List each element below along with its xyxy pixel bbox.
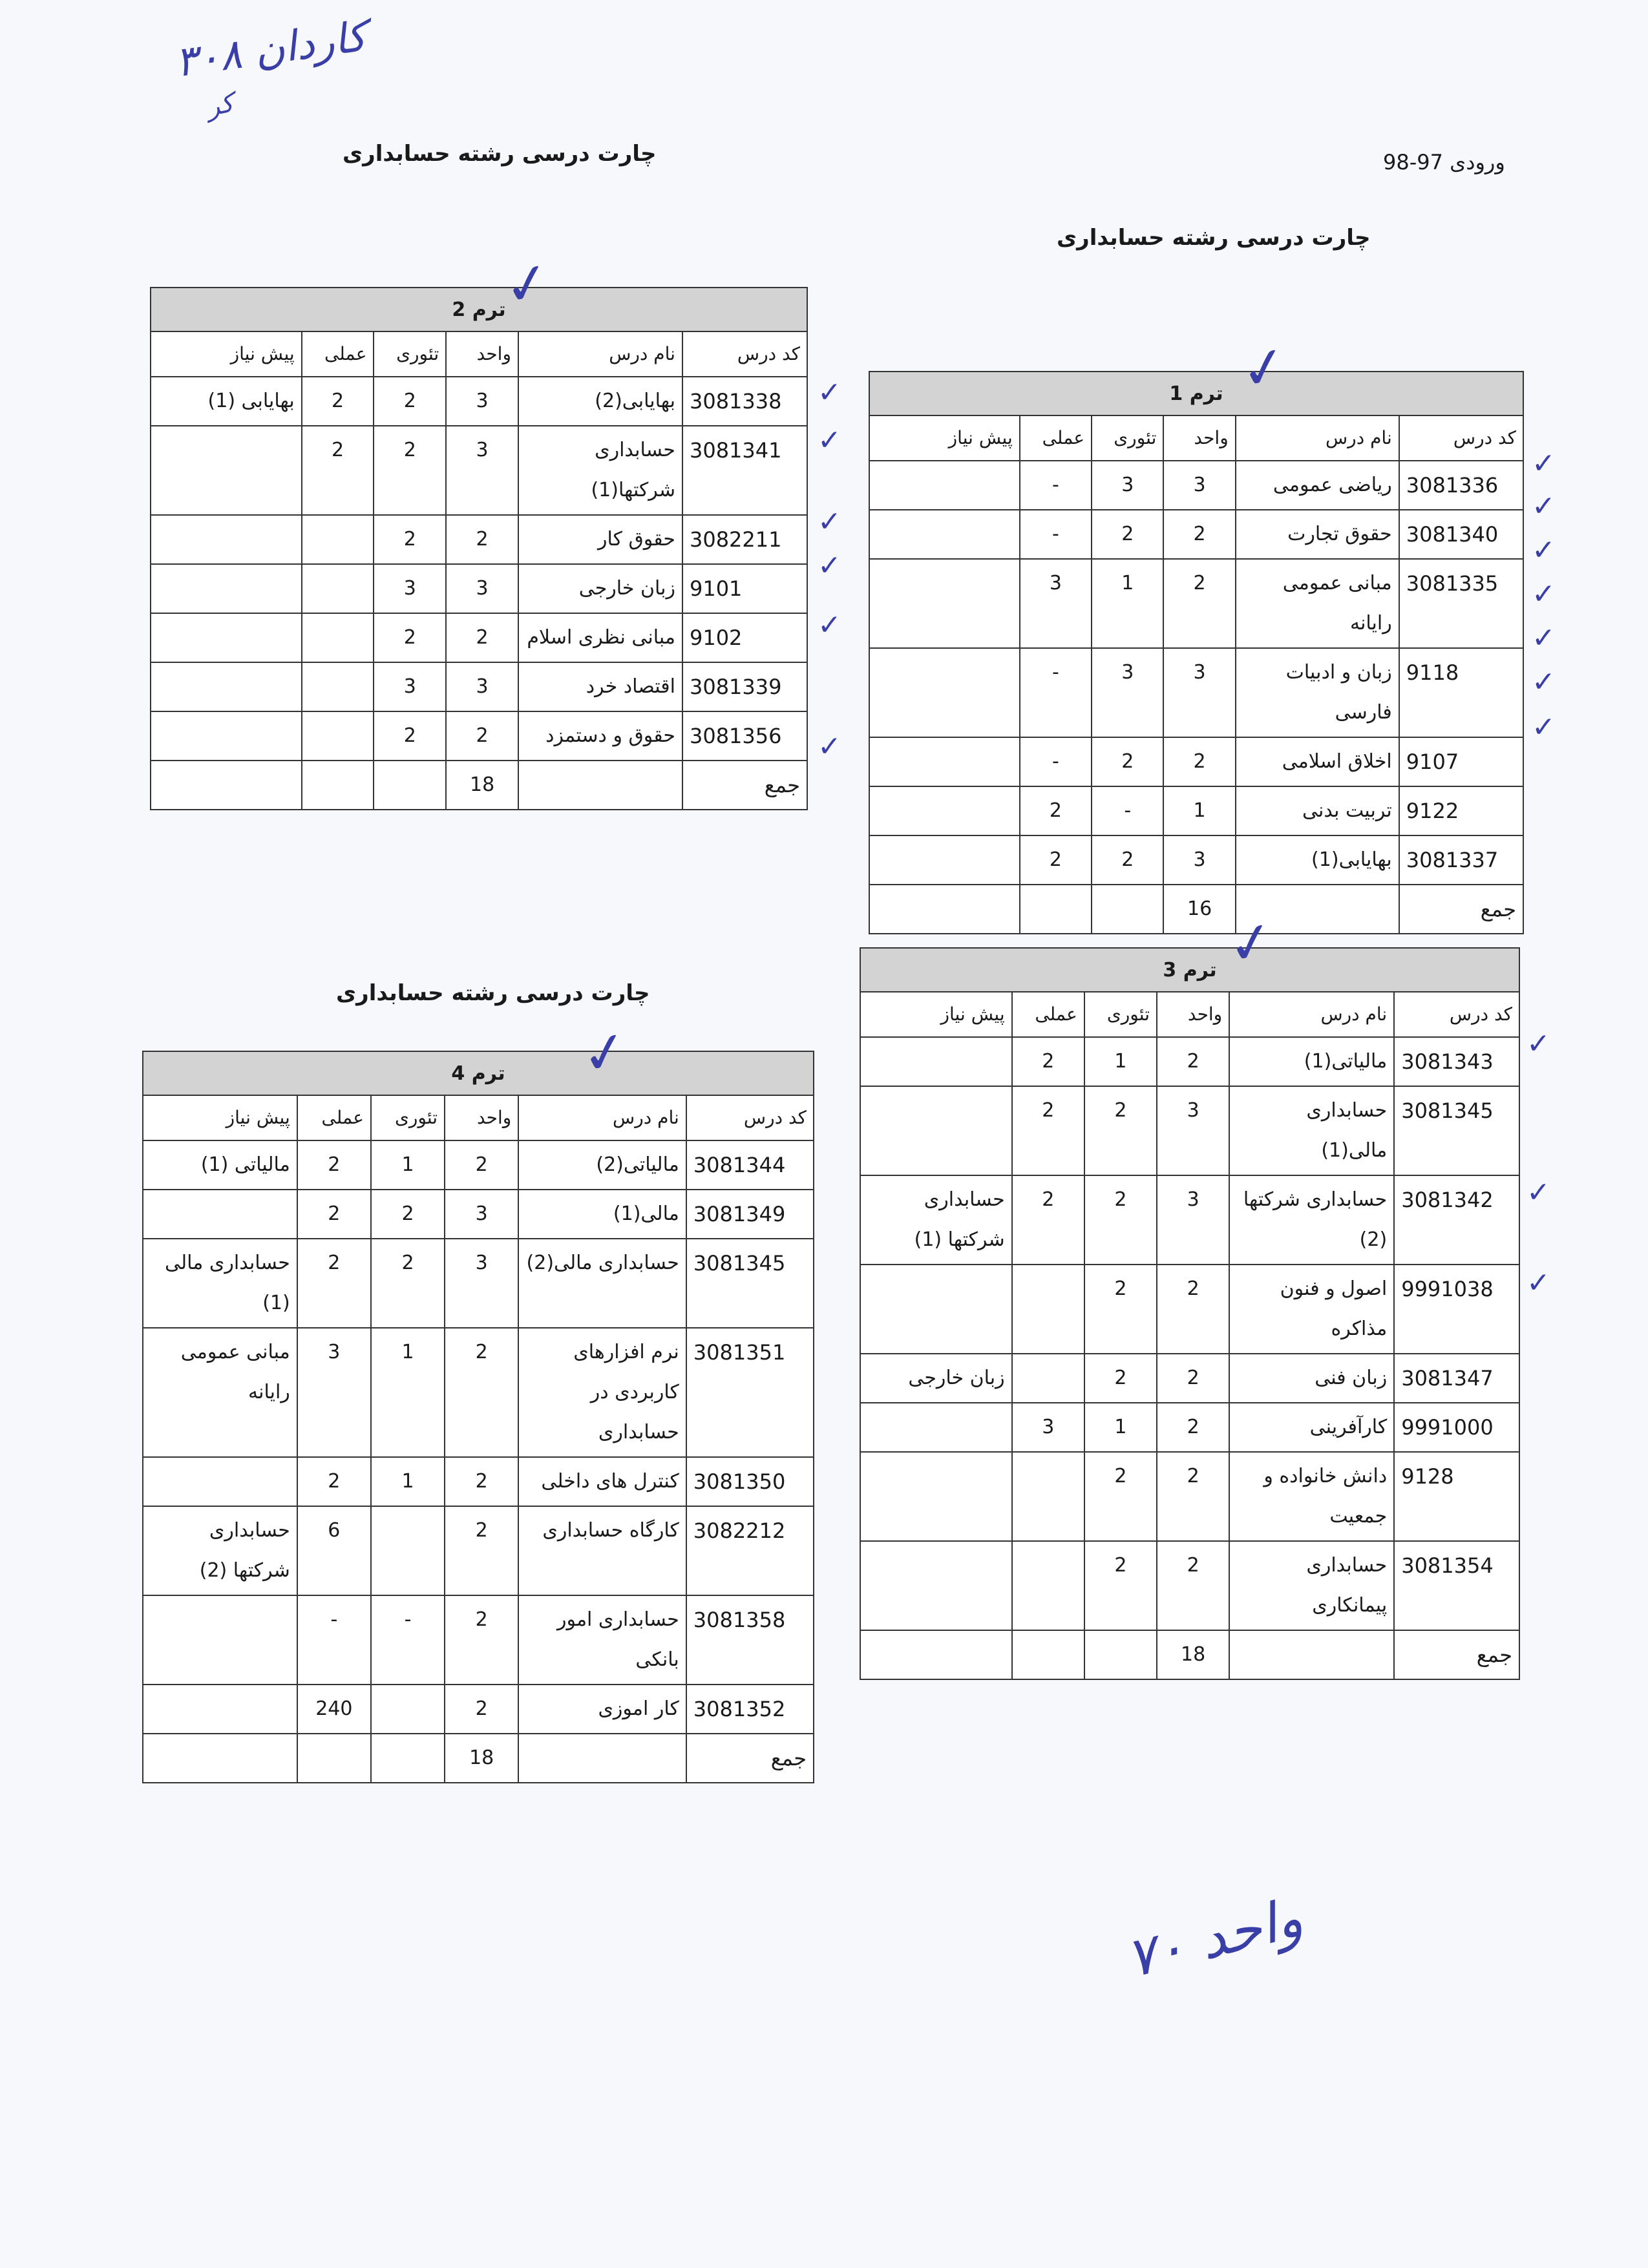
cell-practical: 3 [1012, 1403, 1084, 1452]
cell-units: 2 [446, 711, 518, 761]
row-check-icon: ✓ [1532, 490, 1556, 523]
cell-prereq [869, 648, 1020, 737]
cell-units: 2 [1157, 1037, 1229, 1086]
cell-theory: 1 [371, 1140, 445, 1190]
table-row [860, 1086, 1519, 1175]
cell-code: 9107 [1399, 737, 1523, 786]
cell-theory: 2 [1084, 1175, 1157, 1265]
row-check-icon: ✓ [818, 609, 841, 642]
cell-practical [1012, 1265, 1084, 1354]
term2-check-icon: ✓ [498, 248, 556, 320]
cell-units: 2 [445, 1595, 518, 1685]
cell-code: 3081343 [1394, 1037, 1519, 1086]
table-row [860, 1452, 1519, 1541]
total-units: 16 [1163, 885, 1235, 934]
cell-theory: 1 [371, 1457, 445, 1506]
column-header-prereq: پیش نیاز [860, 992, 1012, 1037]
table-row [860, 1403, 1519, 1452]
cell-practical: 2 [302, 377, 374, 426]
cell-name: مالی(1) [518, 1190, 686, 1239]
cell-code: 3081345 [1394, 1086, 1519, 1175]
cell-practical: 6 [297, 1506, 371, 1595]
cell-units: 2 [445, 1457, 518, 1506]
cell-prereq [869, 559, 1020, 648]
cell-units: 2 [1157, 1403, 1229, 1452]
cell-units: 2 [1163, 737, 1235, 786]
table-row [151, 613, 807, 662]
total-units: 18 [445, 1734, 518, 1783]
column-header-units: واحد [446, 331, 518, 377]
cell-prereq [151, 711, 302, 761]
cell-units: 3 [1163, 835, 1235, 885]
handwritten-note-sub: کر [204, 88, 237, 123]
column-header-theory: تئوری [374, 331, 446, 377]
cell-code: 9991038 [1394, 1265, 1519, 1354]
cell-units: 3 [445, 1190, 518, 1239]
column-header-name: نام درس [518, 331, 682, 377]
cell-code: 3082211 [682, 515, 807, 564]
total-label: جمع [1399, 885, 1523, 934]
total-empty-cell [1084, 1630, 1157, 1679]
cell-name: مبانی عمومی رایانه [1236, 559, 1399, 648]
table-row [143, 1457, 814, 1506]
table-row [143, 1239, 814, 1328]
cell-name: تربیت بدنی [1236, 786, 1399, 835]
cell-units: 2 [1157, 1354, 1229, 1403]
cell-code: 3081342 [1394, 1175, 1519, 1265]
total-empty-cell [860, 1630, 1012, 1679]
table-row [860, 1541, 1519, 1630]
term3-table [860, 947, 1520, 1680]
table-row [151, 377, 807, 426]
cell-units: 2 [445, 1506, 518, 1595]
row-check-icon: ✓ [818, 424, 841, 457]
cell-practical: 2 [297, 1457, 371, 1506]
table-row [151, 515, 807, 564]
cell-theory: 3 [1092, 648, 1163, 737]
cell-name: زبان فنی [1229, 1354, 1394, 1403]
cell-prereq [151, 613, 302, 662]
column-header-theory: تئوری [371, 1095, 445, 1140]
column-header-practical: عملی [1020, 415, 1092, 461]
table-row [869, 461, 1523, 510]
cell-prereq [143, 1685, 297, 1734]
cell-practical [302, 711, 374, 761]
cell-code: 9991000 [1394, 1403, 1519, 1452]
cell-units: 2 [1157, 1541, 1229, 1630]
cell-prereq: بهایابی (1) [151, 377, 302, 426]
cell-practical: 240 [297, 1685, 371, 1734]
cell-practical: 2 [297, 1239, 371, 1328]
cell-theory: 2 [1084, 1265, 1157, 1354]
cell-practical: 2 [1012, 1037, 1084, 1086]
cell-prereq [869, 510, 1020, 559]
cell-theory: 2 [374, 377, 446, 426]
cell-units: 2 [1163, 559, 1235, 648]
total-empty-cell [1229, 1630, 1394, 1679]
cell-name: حسابداری مالی(1) [1229, 1086, 1394, 1175]
cell-theory: 2 [1092, 835, 1163, 885]
cell-units: 3 [446, 564, 518, 613]
row-check-icon: ✓ [818, 730, 841, 763]
cell-name: مالیاتی(2) [518, 1140, 686, 1190]
cell-units: 2 [1163, 510, 1235, 559]
column-header-units: واحد [445, 1095, 518, 1140]
column-header-code: کد درس [682, 331, 807, 377]
cell-theory: 1 [1084, 1037, 1157, 1086]
row-check-icon: ✓ [1527, 1176, 1550, 1209]
total-empty-cell [1092, 885, 1163, 934]
cell-code: 3081337 [1399, 835, 1523, 885]
table-row [143, 1190, 814, 1239]
column-header-units: واحد [1157, 992, 1229, 1037]
table-row [151, 564, 807, 613]
total-row [869, 885, 1523, 934]
cell-units: 1 [1163, 786, 1235, 835]
cell-code: 3081347 [1394, 1354, 1519, 1403]
cell-practical: 2 [1012, 1086, 1084, 1175]
cell-code: 3081358 [686, 1595, 814, 1685]
cell-theory: 2 [371, 1190, 445, 1239]
term4-table [142, 1051, 814, 1783]
cell-prereq: حسابداری شرکتها (1) [860, 1175, 1012, 1265]
cell-prereq [143, 1595, 297, 1685]
cell-units: 2 [445, 1140, 518, 1190]
cell-practical: 2 [302, 426, 374, 515]
cell-name: حقوق و دستمزد [518, 711, 682, 761]
cell-theory: 2 [1084, 1354, 1157, 1403]
cell-units: 2 [445, 1328, 518, 1457]
column-header-code: کد درس [1394, 992, 1519, 1037]
cell-units: 2 [446, 613, 518, 662]
total-row [151, 761, 807, 810]
cell-practical: 2 [1012, 1175, 1084, 1265]
cell-prereq [869, 461, 1020, 510]
cell-theory: 2 [374, 613, 446, 662]
cell-prereq: مبانی عمومی رایانه [143, 1328, 297, 1457]
total-empty-cell [869, 885, 1020, 934]
cell-units: 3 [1157, 1086, 1229, 1175]
cell-code: 3081351 [686, 1328, 814, 1457]
cell-practical [302, 662, 374, 711]
row-check-icon: ✓ [1532, 447, 1556, 480]
cell-name: اخلاق اسلامی [1236, 737, 1399, 786]
cell-theory: 2 [1084, 1541, 1157, 1630]
table-row [869, 510, 1523, 559]
cell-name: مبانی نظری اسلام [518, 613, 682, 662]
total-empty-cell [374, 761, 446, 810]
cell-units: 2 [446, 515, 518, 564]
term1-table [869, 371, 1524, 934]
column-header-name: نام درس [1229, 992, 1394, 1037]
cell-units: 3 [445, 1239, 518, 1328]
column-header-prereq: پیش نیاز [151, 331, 302, 377]
table-row [151, 426, 807, 515]
cell-theory: 1 [371, 1328, 445, 1457]
cell-theory: 3 [374, 564, 446, 613]
cell-theory: 2 [1092, 737, 1163, 786]
total-empty-cell [151, 761, 302, 810]
column-header-name: نام درس [1236, 415, 1399, 461]
cell-code: 3081340 [1399, 510, 1523, 559]
term3-check-icon: ✓ [1222, 907, 1280, 980]
cell-practical [302, 564, 374, 613]
cell-name: کارگاه حسابداری [518, 1506, 686, 1595]
column-header-theory: تئوری [1084, 992, 1157, 1037]
cell-prereq [860, 1086, 1012, 1175]
cell-code: 9118 [1399, 648, 1523, 737]
total-empty-cell [1020, 885, 1092, 934]
cell-name: دانش خانواده و جمعیت [1229, 1452, 1394, 1541]
table-row [869, 648, 1523, 737]
cell-prereq [151, 515, 302, 564]
chart-title-term4: چارت درسی رشته حسابداری [336, 980, 650, 1006]
cell-practical: - [1020, 737, 1092, 786]
cell-code: 9102 [682, 613, 807, 662]
cell-name: اقتصاد خرد [518, 662, 682, 711]
cell-name: زبان خارجی [518, 564, 682, 613]
cell-practical [302, 613, 374, 662]
row-check-icon: ✓ [1532, 622, 1556, 655]
column-header-theory: تئوری [1092, 415, 1163, 461]
cell-name: بهایابی(1) [1236, 835, 1399, 885]
total-empty-cell [297, 1734, 371, 1783]
column-header-code: کد درس [1399, 415, 1523, 461]
term4-check-icon: ✓ [576, 1017, 634, 1089]
cell-prereq: مالیاتی (1) [143, 1140, 297, 1190]
row-check-icon: ✓ [1532, 711, 1556, 744]
cell-prereq [860, 1452, 1012, 1541]
cell-practical: 2 [297, 1190, 371, 1239]
cell-prereq [869, 737, 1020, 786]
cell-theory: 1 [1084, 1403, 1157, 1452]
column-header-prereq: پیش نیاز [143, 1095, 297, 1140]
column-header-prereq: پیش نیاز [869, 415, 1020, 461]
total-label: جمع [686, 1734, 814, 1783]
handwritten-total-units: ۷۰ واحد [1119, 1885, 1309, 1991]
cell-prereq: حسابداری شرکتها (2) [143, 1506, 297, 1595]
cell-name: مالیاتی(1) [1229, 1037, 1394, 1086]
cell-prereq [869, 786, 1020, 835]
cell-practical [302, 515, 374, 564]
cell-theory: 2 [1084, 1086, 1157, 1175]
cell-units: 2 [1157, 1265, 1229, 1354]
cell-theory [371, 1685, 445, 1734]
cell-name: زبان و ادبیات فارسی [1236, 648, 1399, 737]
cell-prereq [860, 1403, 1012, 1452]
cell-units: 2 [445, 1685, 518, 1734]
table-row [143, 1685, 814, 1734]
total-empty-cell [518, 761, 682, 810]
table-row [860, 1175, 1519, 1265]
cell-name: حقوق کار [518, 515, 682, 564]
cell-prereq [860, 1265, 1012, 1354]
t2-title: ترم 2 [151, 288, 807, 331]
cell-name: نرم افزارهای کاربردی در حسابداری [518, 1328, 686, 1457]
total-empty-cell [302, 761, 374, 810]
cell-practical: - [297, 1595, 371, 1685]
total-empty-cell [518, 1734, 686, 1783]
cell-name: حقوق تجارت [1236, 510, 1399, 559]
cell-prereq [151, 662, 302, 711]
cell-name: کارآفرینی [1229, 1403, 1394, 1452]
cell-code: 3082212 [686, 1506, 814, 1595]
t1-title: ترم 1 [869, 372, 1523, 415]
column-header-practical: عملی [297, 1095, 371, 1140]
cell-units: 3 [1163, 648, 1235, 737]
row-check-icon: ✓ [818, 376, 841, 409]
cell-theory: 2 [374, 426, 446, 515]
cell-practical: 2 [1020, 835, 1092, 885]
table-row [869, 737, 1523, 786]
table-row [143, 1328, 814, 1457]
column-header-practical: عملی [1012, 992, 1084, 1037]
cell-units: 3 [1157, 1175, 1229, 1265]
cell-code: 3081356 [682, 711, 807, 761]
total-empty-cell [1012, 1630, 1084, 1679]
t3-title: ترم 3 [860, 948, 1519, 992]
column-header-name: نام درس [518, 1095, 686, 1140]
cell-theory: - [371, 1595, 445, 1685]
cell-code: 9128 [1394, 1452, 1519, 1541]
cell-name: حسابداری مالی(2) [518, 1239, 686, 1328]
cell-code: 3081338 [682, 377, 807, 426]
table-row [869, 559, 1523, 648]
cell-theory: 2 [371, 1239, 445, 1328]
term1-check-icon: ✓ [1235, 332, 1293, 404]
cell-prereq [860, 1541, 1012, 1630]
cell-theory: 2 [374, 711, 446, 761]
cell-theory: 2 [1092, 510, 1163, 559]
chart-title-term1: چارت درسی رشته حسابداری [1057, 225, 1371, 251]
table-row [143, 1595, 814, 1685]
cell-practical [1012, 1354, 1084, 1403]
cell-code: 3081339 [682, 662, 807, 711]
chart-title-term2: چارت درسی رشته حسابداری [343, 141, 657, 167]
row-check-icon: ✓ [818, 505, 841, 538]
cell-practical [1012, 1541, 1084, 1630]
cell-code: 3081345 [686, 1239, 814, 1328]
table-row [151, 662, 807, 711]
table-row [860, 1037, 1519, 1086]
cell-code: 3081341 [682, 426, 807, 515]
total-row [143, 1734, 814, 1783]
cell-units: 3 [446, 377, 518, 426]
cell-name: حسابداری پیمانکاری [1229, 1541, 1394, 1630]
total-empty-cell [143, 1734, 297, 1783]
total-label: جمع [1394, 1630, 1519, 1679]
cell-code: 3081344 [686, 1140, 814, 1190]
cell-practical: - [1020, 461, 1092, 510]
cell-units: 3 [446, 662, 518, 711]
cell-theory: 3 [374, 662, 446, 711]
cell-name: حسابداری شرکتها(1) [518, 426, 682, 515]
table-row [151, 711, 807, 761]
table-row [860, 1354, 1519, 1403]
table-row [869, 835, 1523, 885]
term2-table [150, 287, 808, 810]
cell-practical [1012, 1452, 1084, 1541]
cell-name: حسابداری امور بانکی [518, 1595, 686, 1685]
cell-practical: 3 [1020, 559, 1092, 648]
cell-name: بهایابی(2) [518, 377, 682, 426]
cell-units: 2 [1157, 1452, 1229, 1541]
cell-prereq [869, 835, 1020, 885]
cell-theory: 1 [1092, 559, 1163, 648]
total-units: 18 [1157, 1630, 1229, 1679]
cell-prereq [143, 1457, 297, 1506]
table-row [869, 786, 1523, 835]
total-row [860, 1630, 1519, 1679]
row-check-icon: ✓ [1532, 666, 1556, 698]
cell-theory: - [1092, 786, 1163, 835]
cell-name: اصول و فنون مذاکره [1229, 1265, 1394, 1354]
cell-prereq [143, 1190, 297, 1239]
row-check-icon: ✓ [1527, 1266, 1550, 1299]
column-header-units: واحد [1163, 415, 1235, 461]
cell-prereq: حسابداری مالی (1) [143, 1239, 297, 1328]
t4-title: ترم 4 [143, 1051, 814, 1095]
total-empty-cell [371, 1734, 445, 1783]
cell-prereq [151, 426, 302, 515]
cell-code: 3081350 [686, 1457, 814, 1506]
cell-theory: 2 [374, 515, 446, 564]
table-row [143, 1506, 814, 1595]
cell-theory: 2 [1084, 1452, 1157, 1541]
cell-name: ریاضی عمومی [1236, 461, 1399, 510]
cell-theory: 3 [1092, 461, 1163, 510]
row-check-icon: ✓ [1527, 1027, 1550, 1060]
row-check-icon: ✓ [818, 549, 841, 582]
cell-name: کار اموزی [518, 1685, 686, 1734]
cell-units: 3 [446, 426, 518, 515]
cell-practical: 2 [297, 1140, 371, 1190]
handwritten-note-top: کاردان ۳۰۸ [172, 12, 370, 87]
cell-code: 9101 [682, 564, 807, 613]
column-header-practical: عملی [302, 331, 374, 377]
entry-year-label: ورودی 97-98 [1383, 150, 1505, 174]
cell-code: 9122 [1399, 786, 1523, 835]
cell-units: 3 [1163, 461, 1235, 510]
total-units: 18 [446, 761, 518, 810]
cell-name: کنترل های داخلی [518, 1457, 686, 1506]
cell-prereq [151, 564, 302, 613]
row-check-icon: ✓ [1532, 578, 1556, 611]
table-row [143, 1140, 814, 1190]
cell-name: حسابداری شرکتها (2) [1229, 1175, 1394, 1265]
total-label: جمع [682, 761, 807, 810]
cell-code: 3081349 [686, 1190, 814, 1239]
cell-code: 3081335 [1399, 559, 1523, 648]
cell-practical: - [1020, 510, 1092, 559]
cell-code: 3081336 [1399, 461, 1523, 510]
cell-code: 3081352 [686, 1685, 814, 1734]
cell-code: 3081354 [1394, 1541, 1519, 1630]
cell-theory [371, 1506, 445, 1595]
cell-practical: - [1020, 648, 1092, 737]
cell-practical: 3 [297, 1328, 371, 1457]
cell-prereq [860, 1037, 1012, 1086]
cell-practical: 2 [1020, 786, 1092, 835]
cell-prereq: زبان خارجی [860, 1354, 1012, 1403]
row-check-icon: ✓ [1532, 534, 1556, 567]
column-header-code: کد درس [686, 1095, 814, 1140]
table-row [860, 1265, 1519, 1354]
